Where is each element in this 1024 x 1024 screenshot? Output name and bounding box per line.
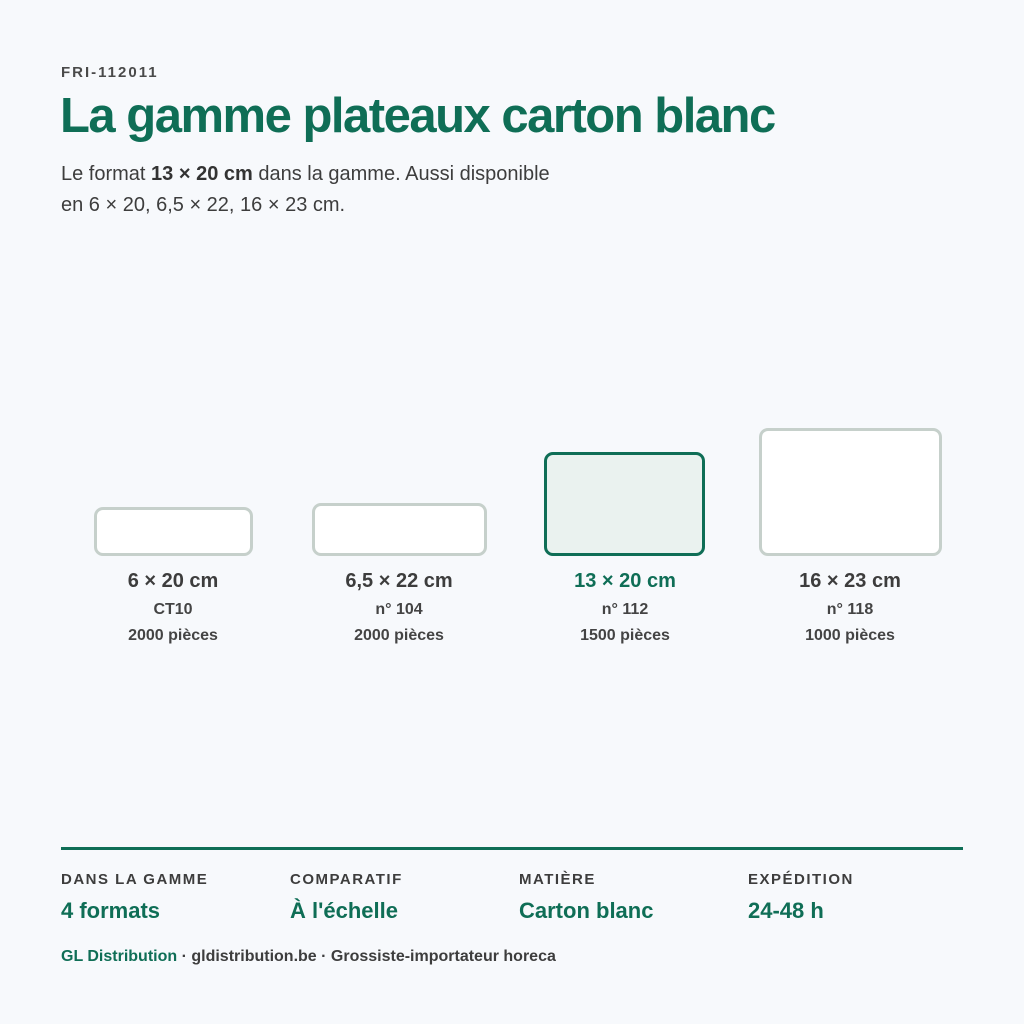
stat-range xyxy=(61,871,281,924)
stat-label: EXPÉDITION xyxy=(748,871,854,888)
format-ref: n° 118 xyxy=(826,601,874,618)
format-quantity: 2000 pièces xyxy=(128,627,218,644)
tray-6x20 xyxy=(94,507,253,556)
format-quantity: 1000 pièces xyxy=(805,627,895,644)
format-ref: n° 112 xyxy=(601,601,649,618)
stat-comparison xyxy=(290,871,510,924)
format-caption xyxy=(750,569,950,649)
stat-shipping xyxy=(748,871,968,924)
subtitle-line2: en 6 × 20, 6,5 × 22, 16 × 23 cm. xyxy=(61,194,346,216)
footer-brand: GL Distribution xyxy=(61,948,178,965)
format-quantity: 2000 pièces xyxy=(354,627,444,644)
tray-13x20-selected xyxy=(544,452,705,556)
format-size: 13 × 20 cm xyxy=(574,570,676,592)
format-caption-selected xyxy=(525,569,725,649)
footer-separator: · xyxy=(316,948,331,965)
page-title: La gamme plateaux carton blanc xyxy=(60,89,775,143)
footer xyxy=(61,948,556,966)
stat-value: Carton blanc xyxy=(519,898,654,923)
format-quantity: 1500 pièces xyxy=(580,627,670,644)
subtitle-prefix: Le format xyxy=(61,163,152,185)
product-sku: FRI-112011 xyxy=(61,64,159,81)
stat-label: COMPARATIF xyxy=(290,871,403,888)
tray-16x23 xyxy=(759,428,942,556)
format-size: 6 × 20 cm xyxy=(127,570,219,592)
stat-label: DANS LA GAMME xyxy=(61,871,209,888)
subtitle-suffix: dans la gamme. Aussi disponible xyxy=(252,163,550,185)
format-size: 6,5 × 22 cm xyxy=(345,570,453,592)
page-subtitle xyxy=(61,159,661,221)
format-size: 16 × 23 cm xyxy=(799,570,901,592)
stat-material xyxy=(519,871,739,924)
format-caption xyxy=(299,569,499,649)
stat-value: 24-48 h xyxy=(748,898,824,923)
footer-separator: · xyxy=(177,948,192,965)
format-ref: n° 104 xyxy=(375,601,423,618)
footer-tagline: Grossiste-importateur horeca xyxy=(330,948,556,965)
stat-value: 4 formats xyxy=(61,898,161,923)
tray-6-5x22 xyxy=(312,503,487,556)
divider-rule xyxy=(61,847,963,850)
footer-site: gldistribution.be xyxy=(191,948,317,965)
stat-value: À l'échelle xyxy=(290,898,398,923)
format-ref: CT10 xyxy=(153,601,193,618)
subtitle-highlight: 13 × 20 cm xyxy=(151,163,253,185)
format-caption xyxy=(73,569,273,649)
stat-label: MATIÈRE xyxy=(519,871,596,888)
